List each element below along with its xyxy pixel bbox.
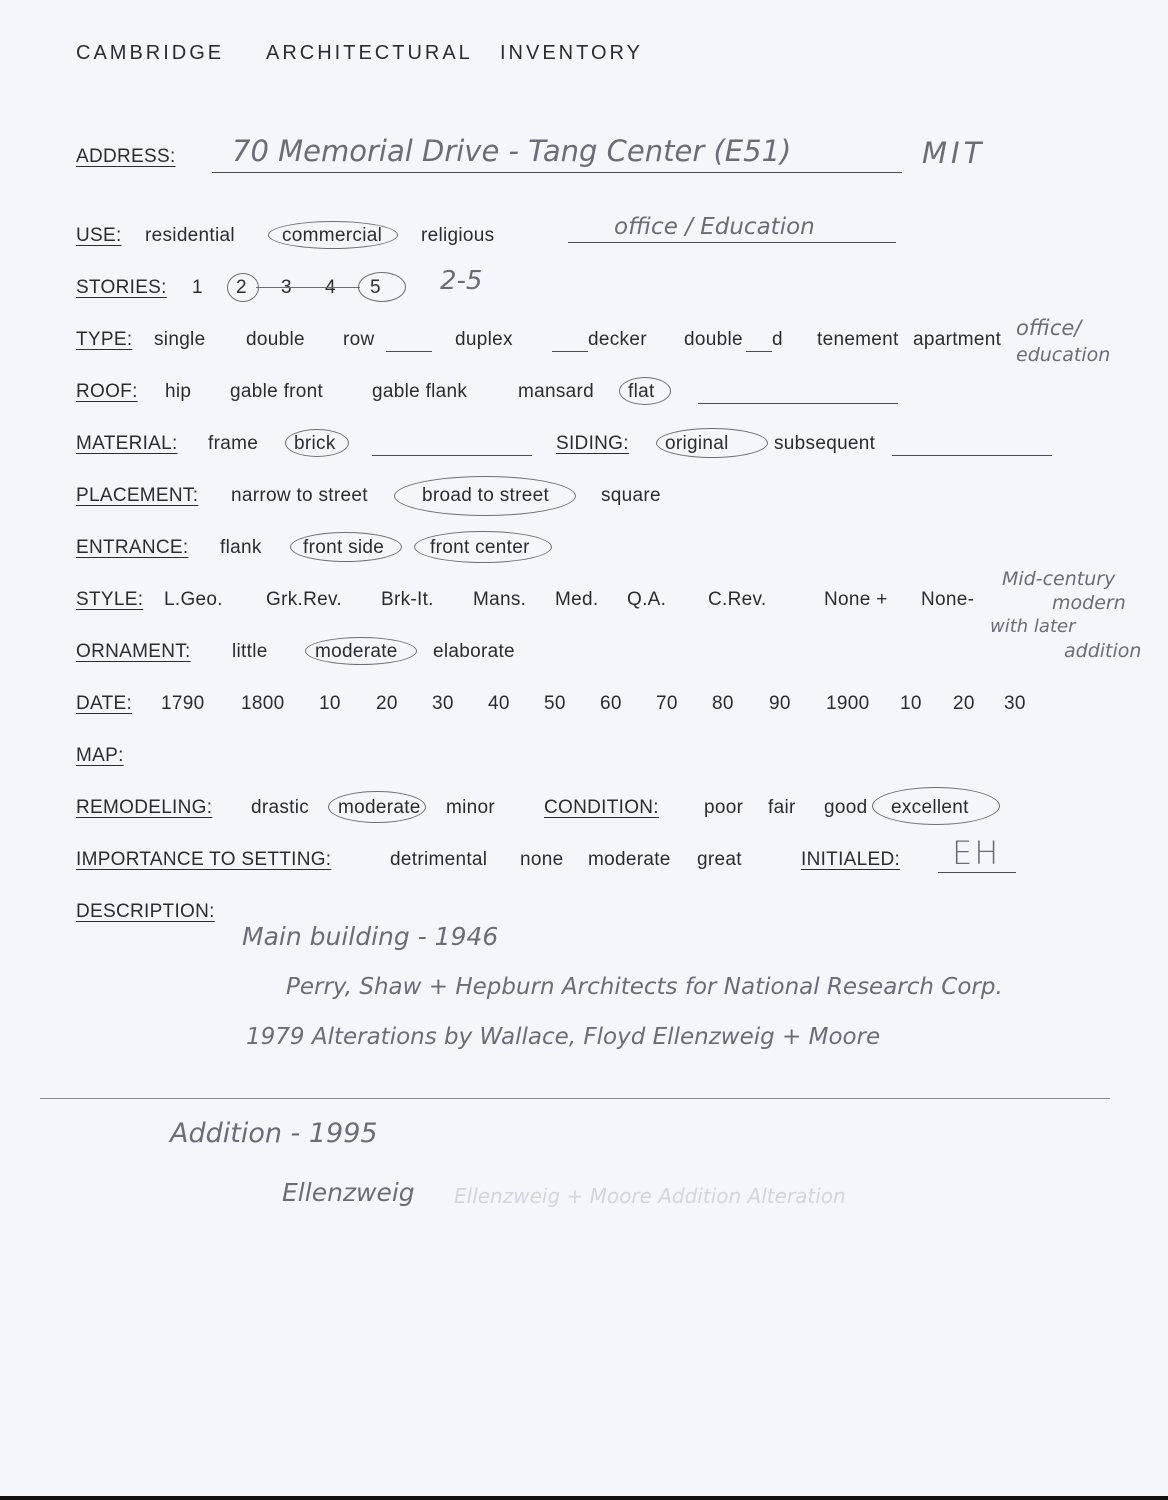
description-label: DESCRIPTION: (76, 901, 215, 922)
siding-label: SIDING: (556, 433, 629, 454)
condition-option-good: good (824, 797, 868, 818)
type-double-d-blank (746, 351, 772, 352)
initialed-underline (938, 872, 1016, 873)
date-option-1900: 1900 (826, 693, 870, 714)
siding-selection-circle (656, 428, 768, 458)
style-option-lgeo: L.Geo. (164, 589, 223, 610)
scan-edge (0, 1496, 1168, 1500)
addition-faint-text: Ellenzweig + Moore Addition Alteration (454, 1184, 846, 1208)
type-handwritten-1: office/ (1016, 316, 1082, 340)
use-label: USE: (76, 225, 122, 246)
use-handwritten: office / Education (614, 214, 815, 240)
roof-label: ROOF: (76, 381, 138, 402)
importance-option-great: great (697, 849, 742, 870)
entrance-option-front-center: front center (430, 537, 530, 558)
remodeling-option-moderate: moderate (338, 797, 421, 818)
type-option-row: row (343, 329, 375, 350)
addition-line-2: Ellenzweig (282, 1178, 415, 1207)
description-line-3: 1979 Alterations by Wallace, Floyd Ellenzweig + Moore (246, 1024, 881, 1050)
date-option-60: 60 (600, 693, 622, 714)
placement-label: PLACEMENT: (76, 485, 199, 506)
type-option-duplex: duplex (455, 329, 513, 350)
date-option-70: 70 (656, 693, 678, 714)
stories-circle-2 (227, 273, 259, 302)
stories-option-5: 5 (370, 277, 381, 298)
importance-option-moderate: moderate (588, 849, 671, 870)
stories-option-2: 2 (236, 277, 247, 298)
remodeling-option-minor: minor (446, 797, 496, 818)
style-option-mans: Mans. (473, 589, 527, 610)
roof-option-gable-front: gable front (230, 381, 324, 402)
type-option-double-decker: double (684, 329, 743, 350)
date-option-1800: 1800 (241, 693, 285, 714)
stories-range-strike (256, 287, 360, 288)
description-divider (40, 1098, 1110, 1099)
use-underline (568, 242, 896, 243)
date-option-40: 40 (488, 693, 510, 714)
style-option-med: Med. (555, 589, 599, 610)
address-extra: MIT (922, 136, 986, 170)
date-option-20: 20 (376, 693, 398, 714)
description-line-2: Perry, Shaw + Hepburn Architects for National Research Corp. (286, 974, 1003, 1000)
placement-option-square: square (601, 485, 661, 506)
description-line-1: Main building - 1946 (242, 922, 499, 951)
style-option-grkrev: Grk.Rev. (266, 589, 342, 610)
type-decker-blank (552, 351, 588, 352)
stories-option-4: 4 (325, 277, 336, 298)
type-option-double: double (246, 329, 305, 350)
placement-option-broad: broad to street (422, 485, 550, 506)
stories-option-1: 1 (192, 277, 203, 298)
style-option-brkit: Brk-It. (381, 589, 434, 610)
ornament-label: ORNAMENT: (76, 641, 191, 662)
placement-selection-circle (394, 476, 576, 516)
date-option-80: 80 (712, 693, 734, 714)
style-option-qa: Q.A. (627, 589, 667, 610)
initialed-label: INITIALED: (801, 849, 901, 870)
type-option-decker: decker (588, 329, 647, 350)
initials-value: EH (952, 834, 1001, 872)
remodeling-selection-circle (328, 791, 426, 823)
style-option-none-plus: None + (824, 589, 888, 610)
date-option-30: 30 (432, 693, 454, 714)
roof-option-hip: hip (165, 381, 192, 402)
material-selection-circle (285, 429, 349, 457)
use-option-commercial: commercial (282, 225, 383, 246)
remodeling-label: REMODELING: (76, 797, 213, 818)
entrance-label: ENTRANCE: (76, 537, 189, 558)
importance-option-none: none (520, 849, 564, 870)
stories-option-3: 3 (281, 277, 292, 298)
material-option-brick: brick (294, 433, 336, 454)
material-other-blank (372, 455, 532, 456)
ornament-option-elaborate: elaborate (433, 641, 515, 662)
remodeling-option-drastic: drastic (251, 797, 310, 818)
stories-label: STORIES: (76, 277, 167, 298)
date-option-30b: 30 (1004, 693, 1026, 714)
type-handwritten-2: education (1016, 344, 1111, 366)
material-label: MATERIAL: (76, 433, 178, 454)
address-label: ADDRESS: (76, 146, 176, 167)
date-option-10b: 10 (900, 693, 922, 714)
ornament-option-little: little (232, 641, 268, 662)
type-row-blank (386, 351, 432, 352)
stories-handwritten: 2-5 (440, 266, 483, 296)
importance-option-detrimental: detrimental (390, 849, 488, 870)
form-title-cambridge: CAMBRIDGE (76, 42, 225, 64)
roof-option-flat: flat (628, 381, 655, 402)
condition-option-fair: fair (768, 797, 796, 818)
style-handwritten-1: Mid-century (1002, 568, 1116, 590)
date-option-50: 50 (544, 693, 566, 714)
addition-line-1: Addition - 1995 (170, 1118, 378, 1149)
entrance-option-front-side: front side (303, 537, 385, 558)
style-option-none-minus: None- (921, 589, 975, 610)
style-label: STYLE: (76, 589, 144, 610)
type-option-single: single (154, 329, 206, 350)
map-label: MAP: (76, 745, 124, 766)
roof-option-gable-flank: gable flank (372, 381, 468, 402)
date-option-20b: 20 (953, 693, 975, 714)
form-title-architectural: ARCHITECTURAL (266, 42, 473, 64)
importance-label: IMPORTANCE TO SETTING: (76, 849, 332, 870)
condition-label: CONDITION: (544, 797, 659, 818)
siding-option-original: original (665, 433, 729, 454)
placement-option-narrow: narrow to street (231, 485, 368, 506)
date-option-90: 90 (769, 693, 791, 714)
entrance-circle-front-side (290, 532, 402, 562)
type-option-apartment: apartment (913, 329, 1002, 350)
style-handwritten-2: modern (1052, 592, 1126, 614)
style-handwritten-3: with later (990, 616, 1076, 637)
roof-option-mansard: mansard (518, 381, 595, 402)
date-option-1790: 1790 (161, 693, 205, 714)
type-option-tenement: tenement (817, 329, 899, 350)
use-selection-circle (268, 221, 398, 249)
entrance-option-flank: flank (220, 537, 262, 558)
form-title-inventory: INVENTORY (500, 42, 643, 64)
roof-selection-circle (619, 377, 671, 405)
style-option-crev: C.Rev. (708, 589, 767, 610)
address-value: 70 Memorial Drive - Tang Center (E51) (232, 134, 792, 168)
stories-circle-5 (358, 272, 406, 302)
condition-option-excellent: excellent (891, 797, 969, 818)
date-label: DATE: (76, 693, 133, 714)
condition-option-poor: poor (704, 797, 744, 818)
entrance-circle-front-center (414, 531, 552, 563)
ornament-option-moderate: moderate (315, 641, 398, 662)
date-option-10: 10 (319, 693, 341, 714)
condition-selection-circle (872, 787, 1000, 825)
siding-option-subsequent: subsequent (774, 433, 876, 454)
use-option-residential: residential (145, 225, 235, 246)
roof-other-blank (698, 403, 898, 404)
address-underline (212, 172, 902, 173)
type-option-d: d (772, 329, 783, 350)
siding-other-blank (892, 455, 1052, 456)
use-option-religious: religious (421, 225, 495, 246)
material-option-frame: frame (208, 433, 259, 454)
ornament-selection-circle (305, 637, 417, 665)
style-handwritten-4: addition (1064, 640, 1142, 662)
type-label: TYPE: (76, 329, 133, 350)
